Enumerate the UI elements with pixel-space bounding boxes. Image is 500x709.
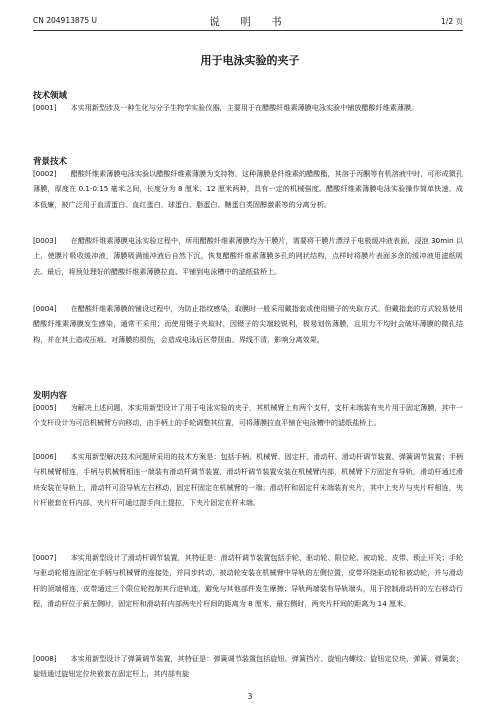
document-type: 说 明 书 (209, 16, 287, 28)
paragraph-0001 (33, 100, 463, 115)
paragraph-text: 在醋酸纤维素薄膜的铺设过程中，为防止指纹感染，取膜时一般采用戴指套或使用镊子的夹取方式。但戴指套的方式较易使用醋酸纤维素薄膜发生感染，通常不采用；而使用镊子夹取时，因镊子的尖端较锐利，极易划伤薄膜，且用力不均时会破坏薄膜的微孔结构，并在其上造成压痕。对薄膜的损伤，会造成电泳后区带扭曲、界线不清，影响分离效果。 (33, 304, 463, 344)
section-heading-background: 背景技术 (33, 157, 68, 167)
paragraph-number: [0002] (33, 169, 57, 178)
paragraph-0005 (33, 400, 463, 431)
paragraph-0006 (33, 449, 463, 511)
document-title: 用于电泳实验的夹子 (200, 54, 300, 67)
paragraph-text: 为解决上述问题，本实用新型设计了用于电泳实验的夹子，其机械臂上有两个支杆，支杆末端装有夹片用于固定薄膜，其中一个支杆设计为可沿机械臂方向移动，由手柄上的手轮调整其位置，可将薄膜拉直平铺在电泳槽中的滤纸盐桥上。 (33, 403, 463, 428)
paragraph-0007 (33, 550, 463, 612)
paragraph-text: 在醋酸纤维素薄膜电泳实验过程中，所用醋酸纤维素薄膜均为干膜片，需要将干膜片漂浮于电极缓冲液表面，浸泡 30min 以上，使膜片吸收缓冲液，薄膜吸满缓冲液后自然下沉，恢复醋酸纤维素薄膜多孔的网状结构，点样时将膜片表面多余的缓冲液用滤纸吸去。最后，将预处理好的醋酸纤维素薄膜拉直、平铺到电泳槽中的滤纸盐桥上。 (33, 236, 463, 276)
paragraph-0003 (33, 233, 463, 279)
page-number: 3 (247, 692, 253, 701)
page-header (33, 14, 463, 28)
paragraph-text: 本实用新型解决技术问题所采用的技术方案是：包括手柄、机械臂、固定杆、滑动杆、滑动杆调节装置、弹簧调节装置；手柄与机械臂相连，手柄与机械臂相连一端装有滑动杆调节装置，滑动杆调节装置安装在机械臂内部，机械臂下方固定有导轨，滑动杆通过滑块安装在导轨上，滑动杆可沿导轨左右移动，固定杆固定在机械臂的一端；滑动杆和固定杆末端装有夹片，其中上夹片与夹片杆相连，夹片杆嵌套在杆内部，夹片杆可通过提手向上提拉，下夹片固定在杆末端。 (33, 452, 463, 508)
section-heading-invention: 发明内容 (33, 391, 68, 401)
paragraph-0008 (33, 651, 463, 682)
paragraph-number: [0006] (33, 452, 57, 461)
paragraph-0004 (33, 301, 463, 347)
paragraph-text: 本实用新型设计了滑动杆调节装置，其特征是：滑动杆调节装置包括手轮、驱动轮、限位轮、被动轮、皮带、锁止开关；手轮与驱动轮相连固定在手柄与机械臂的连接处，并同步转动，被动轮安装在机械臂中导轨的左侧位置，皮带环绕驱动轮和被动轮，并与滑动杆的顶端相连，皮带通过三个限位轮控制其行进轨迹，避免与其他部件发生摩擦；导轨两端装有导轨端头，用于控制滑动杆的左右移动行程，滑动杆位于最左侧时，固定杆和滑动杆内部两夹片杆间的距离为 8 厘米，最右侧时，两夹片杆间的距离为 14 厘米。 (33, 553, 463, 609)
paragraph-number: [0004] (33, 304, 57, 313)
patent-number: CN 204913875 U (33, 16, 98, 25)
paragraph-number: [0005] (33, 403, 57, 412)
paragraph-number: [0003] (33, 236, 57, 245)
section-heading-tech-field: 技术领域 (33, 91, 68, 101)
page-indicator: 1/2 页 (441, 17, 463, 26)
paragraph-number: [0007] (33, 553, 57, 562)
paragraph-number: [0008] (33, 654, 57, 663)
paragraph-number: [0001] (33, 103, 57, 112)
paragraph-0002 (33, 166, 463, 212)
paragraph-text: 本实用新型设计了弹簧调节装置，其特征是：弹簧调节装置包括旋钮、弹簧挡片、旋钮内螺纹、旋钮定位块、弹簧、弹簧套；旋钮通过旋钮定位块嵌套在固定杆上，其内部有旋 (33, 654, 463, 679)
paragraph-text: 醋酸纤维素薄膜电泳实验以醋酸纤维素薄膜为支持物，这种薄膜是纤维素的醋酸酯，其溶于丙酮等有机溶液中时，可形成微孔薄膜，厚度在 0.1-0.15 毫米之间，长度分为 8 厘米、12 厘米两种，具有一定的机械强度。醋酸纤维素薄膜电泳实验操作简单快速、成本低廉，被广泛用于血清蛋白、血红蛋白、球蛋白、脂蛋白、糖蛋白类固醇激素等的分离分析。 (33, 169, 463, 209)
header-divider (33, 30, 463, 31)
paragraph-text: 本实用新型涉及一种生化与分子生物学实验仪器，主要用于在醋酸纤维素薄膜电泳实验中铺放醋酸纤维素薄膜。 (70, 103, 419, 112)
